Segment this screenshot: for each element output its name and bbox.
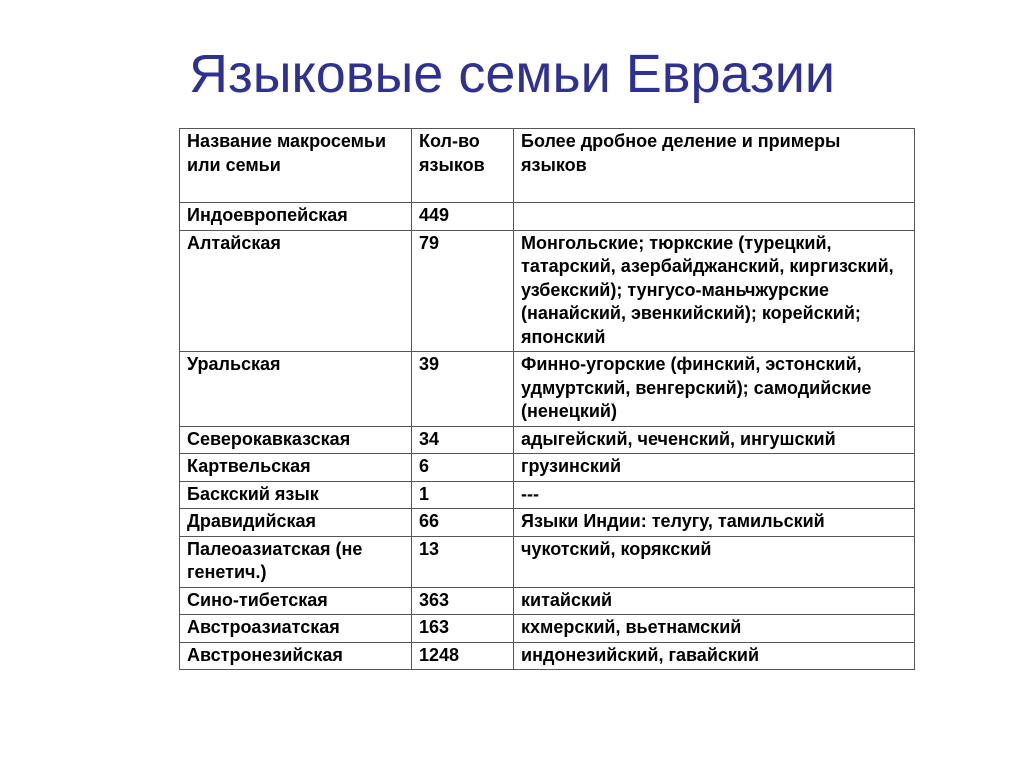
family-name-cell: Австроазиатская bbox=[180, 615, 412, 643]
examples-cell bbox=[514, 203, 915, 231]
table-row bbox=[180, 587, 915, 615]
examples-cell: --- bbox=[514, 481, 915, 509]
language-count-cell: 34 bbox=[412, 426, 514, 454]
table-row bbox=[180, 509, 915, 537]
examples-cell: Монгольские; тюркские (турецкий, татарский, азербайджанский, киргизский, узбекский); тунгусо-маньчжурские (нанайский, эвенкийский); корейский; японский bbox=[514, 230, 915, 352]
family-name-cell: Баскский язык bbox=[180, 481, 412, 509]
header-family-name: Название макросемьи или семьи bbox=[180, 129, 412, 203]
table-row bbox=[180, 426, 915, 454]
table-row bbox=[180, 352, 915, 427]
examples-cell: чукотский, корякский bbox=[514, 536, 915, 587]
examples-cell: китайский bbox=[514, 587, 915, 615]
family-name-cell: Картвельская bbox=[180, 454, 412, 482]
examples-cell: Финно-угорские (финский, эстонский, удмуртский, венгерский); самодийские (ненецкий) bbox=[514, 352, 915, 427]
language-count-cell: 363 bbox=[412, 587, 514, 615]
family-name-cell: Алтайская bbox=[180, 230, 412, 352]
table-row bbox=[180, 203, 915, 231]
table-row bbox=[180, 536, 915, 587]
examples-cell: кхмерский, вьетнамский bbox=[514, 615, 915, 643]
header-language-count: Кол-во языков bbox=[412, 129, 514, 203]
family-name-cell: Уральская bbox=[180, 352, 412, 427]
header-subdivision-examples: Более дробное деление и примеры языков bbox=[514, 129, 915, 203]
family-name-cell: Палеоазиатская (не генетич.) bbox=[180, 536, 412, 587]
family-name-cell: Северокавказская bbox=[180, 426, 412, 454]
table-row bbox=[180, 642, 915, 670]
language-families-table bbox=[179, 128, 915, 670]
family-name-cell: Сино-тибетская bbox=[180, 587, 412, 615]
family-name-cell: Австронезийская bbox=[180, 642, 412, 670]
examples-cell: адыгейский, чеченский, ингушский bbox=[514, 426, 915, 454]
examples-cell: Языки Индии: телугу, тамильский bbox=[514, 509, 915, 537]
table-row bbox=[180, 230, 915, 352]
language-count-cell: 79 bbox=[412, 230, 514, 352]
language-count-cell: 6 bbox=[412, 454, 514, 482]
language-count-cell: 1248 bbox=[412, 642, 514, 670]
language-count-cell: 39 bbox=[412, 352, 514, 427]
language-count-cell: 163 bbox=[412, 615, 514, 643]
slide-title: Языковые семьи Евразии bbox=[188, 44, 836, 104]
family-name-cell: Дравидийская bbox=[180, 509, 412, 537]
family-name-cell: Индоевропейская bbox=[180, 203, 412, 231]
language-count-cell: 13 bbox=[412, 536, 514, 587]
examples-cell: индонезийский, гавайский bbox=[514, 642, 915, 670]
table-header-row bbox=[180, 129, 915, 203]
language-count-cell: 66 bbox=[412, 509, 514, 537]
table-row bbox=[180, 615, 915, 643]
table-row bbox=[180, 454, 915, 482]
language-count-cell: 449 bbox=[412, 203, 514, 231]
examples-cell: грузинский bbox=[514, 454, 915, 482]
table-row bbox=[180, 481, 915, 509]
language-count-cell: 1 bbox=[412, 481, 514, 509]
